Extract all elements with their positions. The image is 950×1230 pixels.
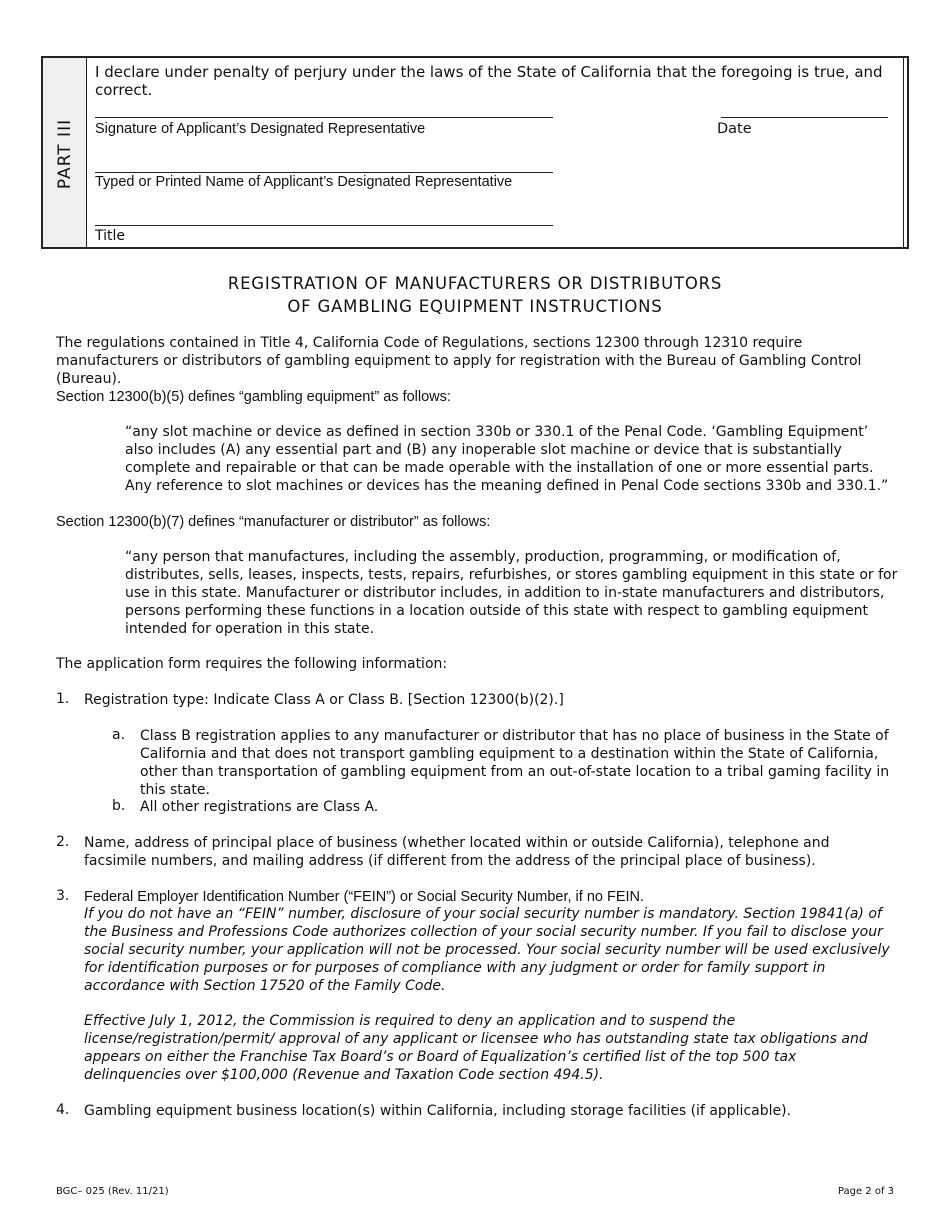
- requirements-intro: The application form requires the following information:: [56, 656, 448, 672]
- item-4-text: Gambling equipment business location(s) within California, including storage facilities (if applicable).: [84, 1103, 792, 1119]
- item-1b-text: All other registrations are Class A.: [140, 799, 379, 815]
- title-label: Title: [95, 228, 126, 244]
- part3-side-panel: [43, 58, 87, 247]
- page-number: Page 2 of 3: [837, 1186, 894, 1197]
- item-1a-text: Class B registration applies to any manufacturer or distributor that has no place of business in the State of California and that does not transport gambling equipment to a destination within the State of California, other than transportation of gambling equipment from an out-of-state location to a tribal gaming facility in this state.: [140, 728, 890, 798]
- declaration-text: I declare under penalty of perjury under the laws of the State of California that the foregoing is true, and correct.: [95, 63, 883, 99]
- item-3-ssn-note: If you do not have an “FEIN” number, disclosure of your social security number is mandatory. Section 19841(a) of the Business and Professions Code authorizes collection of your social security number. If you fail to disclose your social security number, your application will not be processed. Your social security number will be used exclusively for identification purposes or for purposes of compliance with any judgment or order for family support in accordance with Section 17520 of the Family Code.: [84, 906, 890, 994]
- instructions-heading-line1: REGISTRATION OF MANUFACTURERS OR DISTRIBUTORS: [227, 274, 723, 293]
- date-label: Date: [717, 121, 752, 137]
- title-line[interactable]: [95, 225, 553, 226]
- item-1a-letter: a.: [112, 727, 126, 743]
- item-3-text: Federal Employer Identification Number (“FEIN”) or Social Security Number, if no FEIN.: [84, 889, 645, 905]
- date-line[interactable]: [721, 117, 888, 118]
- item-1-number: 1.: [56, 691, 70, 707]
- printed-name-label: Typed or Printed Name of Applicant’s Designated Representative: [95, 174, 513, 190]
- instructions-heading-line2: OF GAMBLING EQUIPMENT INSTRUCTIONS: [287, 297, 663, 316]
- item-3-number: 3.: [56, 888, 70, 904]
- definition-1-lead: Section 12300(b)(5) defines “gambling equipment” as follows:: [56, 389, 451, 405]
- item-2-text: Name, address of principal place of business (whether located within or outside California), telephone and facsimile numbers, and mailing address (if different from the address of the principal place of business).: [84, 835, 830, 869]
- definition-2-quote: “any person that manufactures, including the assembly, production, programming, or modification of, distributes, sells, leases, inspects, tests, repairs, refurbishes, or stores gambling equipment in this state or for use in this state. Manufacturer or distributor includes, in addition to in-state manufacturers and distributors, persons performing these functions in a location outside of this state with respect to gambling equipment intended for operation in this state.: [125, 549, 898, 637]
- intro-paragraph: The regulations contained in Title 4, California Code of Regulations, sections 12300 through 12310 require manufacturers or distributors of gambling equipment to apply for registration with the Bureau of Gambling Control (Bureau).: [56, 335, 862, 387]
- signature-label: Signature of Applicant’s Designated Representative: [95, 121, 426, 137]
- printed-name-line[interactable]: [95, 172, 553, 173]
- item-3-tax-note: Effective July 1, 2012, the Commission is required to deny an application and to suspend the license/registration/permit/ approval of any applicant or licensee who has outstanding state tax obligations and appears on either the Franchise Tax Board’s or Board of Equalization’s certified list of the top 500 tax delinquencies over $100,000 (Revenue and Taxation Code section 494.5).: [84, 1013, 868, 1083]
- item-1-text: Registration type: Indicate Class A or Class B. [Section 12300(b)(2).]: [84, 692, 564, 708]
- item-4-number: 4.: [56, 1102, 70, 1118]
- item-1b-letter: b.: [112, 798, 126, 814]
- item-2-number: 2.: [56, 834, 70, 850]
- signature-line[interactable]: [95, 117, 553, 118]
- part3-side-label: PART III: [55, 118, 75, 190]
- definition-1-quote: “any slot machine or device as defined in section 330b or 330.1 of the Penal Code. ‘Gambling Equipment’ also includes (A) any essential part and (B) any inoperable slot machine or device that is substantially complete and repairable or that can be made operable with the installation of one or more essential parts. Any reference to slot machines or devices has the meaning defined in Penal Code sections 330b and 330.1.”: [125, 424, 889, 494]
- box-inner-border: [903, 58, 904, 247]
- definition-2-lead: Section 12300(b)(7) defines “manufacturer or distributor” as follows:: [56, 514, 491, 530]
- form-id: BGC– 025 (Rev. 11/21): [56, 1186, 169, 1197]
